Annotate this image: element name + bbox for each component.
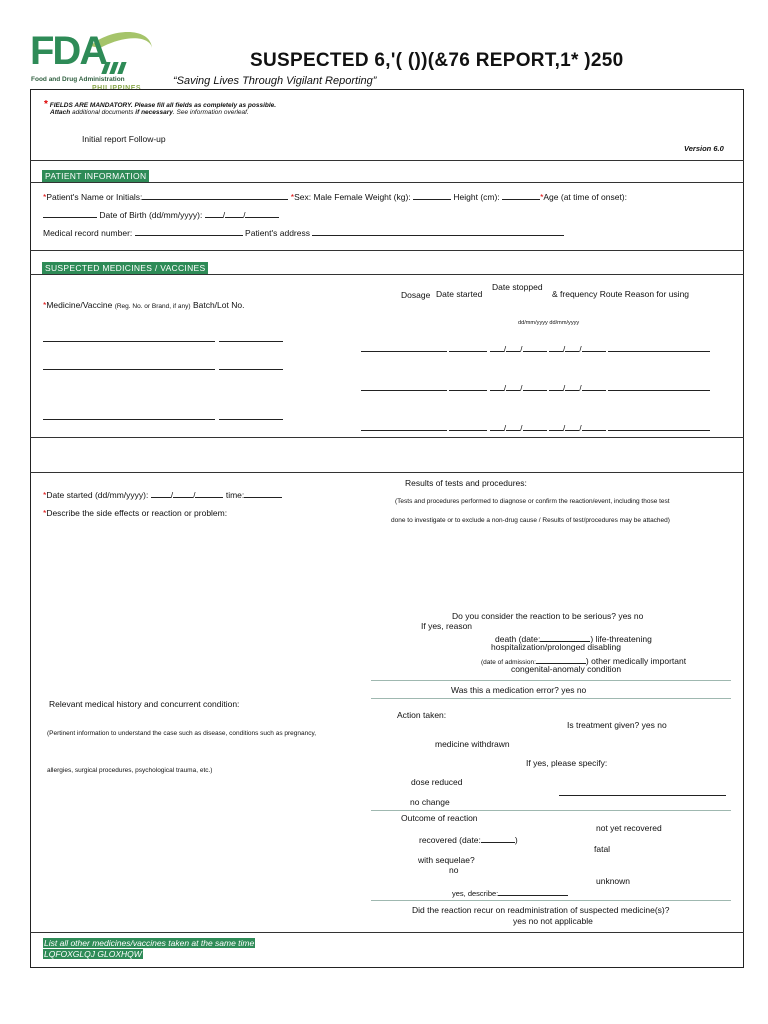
frequency-route-reason-header: & frequency Route Reason for using	[552, 289, 690, 299]
reason-field[interactable]	[608, 381, 710, 391]
results-area[interactable]	[385, 530, 731, 608]
results-note-1: (Tests and procedures performed to diagnose or confirm the reaction/event, including those test	[395, 498, 670, 505]
version-label: Version 6.0	[684, 144, 724, 153]
stop-date-field[interactable]	[549, 381, 563, 391]
dosage-field[interactable]	[361, 342, 447, 352]
describe-reaction-label: *Describe the side effects or reaction or problem:	[43, 508, 228, 518]
start-date-field[interactable]	[490, 381, 504, 391]
fatal-option[interactable]: fatal	[594, 844, 611, 854]
results-note-2: done to investigate or to exclude a non-drug cause / Results of test/procedures may be attached)	[391, 517, 670, 524]
admission-option[interactable]: (date of admission: ) other medically important	[481, 656, 687, 666]
history-label: Relevant medical history and concurrent condition:	[49, 699, 240, 709]
unknown-option[interactable]: unknown	[596, 876, 631, 886]
logo-subtitle: Food and Drug Administration	[31, 76, 125, 83]
patient-row-1: *Patient's Name or Initials: *Sex: Male Female Weight (kg): Height (cm): *Age (at time of onset):	[43, 192, 627, 202]
date-format-hint: dd/mm/yyyy dd/mm/yyyy	[518, 320, 580, 326]
date-started-header: Date started	[436, 289, 483, 299]
patient-address-field[interactable]	[312, 226, 564, 236]
patient-row-2: Date of Birth (dd/mm/yyyy): / /	[43, 208, 279, 220]
outcome-label: Outcome of reaction	[401, 813, 478, 823]
medicine-details-row: / / / /	[361, 421, 710, 433]
if-yes-specify-label: If yes, please specify:	[526, 758, 608, 768]
sequelae-no-option[interactable]: no	[449, 865, 459, 875]
recur-question[interactable]: Did the reaction recur on readministration of suspected medicine(s)?	[412, 905, 670, 915]
history-note-1: (Pertinent information to understand the case such as disease, conditions such as pregnancy,	[47, 730, 317, 737]
start-date-field[interactable]	[490, 421, 504, 431]
death-option[interactable]: death (date: ) life-threatening	[495, 634, 652, 644]
medication-error-question[interactable]: Was this a medication error? yes no	[451, 685, 587, 695]
stop-date-field[interactable]	[549, 342, 563, 352]
start-date-field[interactable]	[523, 381, 547, 391]
reaction-month-field[interactable]	[173, 488, 193, 498]
mandatory-notice: * FIELDS ARE MANDATORY. Please fill all fields as completely as possible.	[44, 99, 277, 110]
dose-reduced-option[interactable]: dose reduced	[411, 777, 463, 787]
not-recovered-option[interactable]: not yet recovered	[596, 823, 662, 833]
patient-row-3: Medical record number: Patient's address	[43, 226, 564, 238]
reason-field[interactable]	[608, 342, 710, 352]
attach-notice: Attach additional documents if necessary. See information overleaf.	[50, 109, 249, 116]
logo-text: FDA	[30, 29, 107, 73]
fda-logo	[30, 28, 158, 96]
treatment-question[interactable]: Is treatment given? yes no	[567, 720, 667, 730]
reaction-year-field[interactable]	[195, 488, 223, 498]
action-taken-label: Action taken:	[397, 710, 447, 720]
medical-record-field[interactable]	[135, 226, 243, 236]
batch-field[interactable]	[219, 419, 283, 420]
start-date-field[interactable]	[490, 342, 504, 352]
medicine-withdrawn-option[interactable]: medicine withdrawn	[435, 739, 510, 749]
stop-date-field[interactable]	[565, 421, 579, 431]
reason-field[interactable]	[608, 421, 710, 431]
batch-field[interactable]	[219, 341, 283, 342]
start-date-field[interactable]	[506, 421, 520, 431]
age-field[interactable]	[43, 208, 97, 218]
stop-date-field[interactable]	[549, 421, 563, 431]
frequency-field[interactable]	[449, 342, 487, 352]
medicines-section-title: SUSPECTED MEDICINES / VACCINES	[42, 258, 208, 276]
results-title: Results of tests and procedures:	[405, 478, 527, 488]
sequelae-label: with sequelae?	[418, 855, 475, 865]
date-stopped-header: Date stopped	[492, 282, 543, 292]
patient-section-title: PATIENT INFORMATION	[42, 166, 149, 184]
frequency-field[interactable]	[449, 421, 487, 431]
recur-options[interactable]: yes no not applicable	[513, 916, 593, 926]
other-medicines-title: List all other medicines/vaccines taken at the same time	[44, 938, 255, 948]
weight-field[interactable]	[413, 190, 451, 200]
stop-date-field[interactable]	[565, 381, 579, 391]
stop-date-field[interactable]	[582, 381, 606, 391]
medicine-field[interactable]	[43, 419, 215, 420]
report-title: SUSPECTED 6,'( ())(&76 REPORT,1* )250	[250, 50, 624, 71]
if-yes-reason: If yes, reason	[421, 621, 473, 631]
reaction-description-area[interactable]	[43, 522, 363, 690]
report-type-options[interactable]: Initial report Follow-up	[82, 134, 166, 144]
other-medicines-code: LQFOXGLQJ GLOXHQW	[44, 949, 142, 959]
start-date-field[interactable]	[523, 421, 547, 431]
congenital-option[interactable]: congenital-anomaly condition	[511, 664, 622, 674]
no-change-option[interactable]: no change	[410, 797, 450, 807]
start-date-field[interactable]	[506, 381, 520, 391]
medicine-details-row: / / / /	[361, 342, 710, 354]
reaction-day-field[interactable]	[151, 488, 171, 498]
logo-country: PHILIPPINES	[92, 85, 142, 92]
reaction-time-field[interactable]	[244, 488, 282, 498]
treatment-specify-field[interactable]	[559, 795, 726, 796]
dob-day-field[interactable]	[205, 208, 223, 218]
slogan: “Saving Lives Through Vigilant Reporting”	[173, 75, 377, 87]
sequelae-yes-option[interactable]: yes, describe:	[452, 886, 568, 898]
hospitalization-option[interactable]: hospitalization/prolonged disabling	[491, 642, 621, 652]
height-field[interactable]	[502, 190, 540, 200]
medicine-details-row: / / / /	[361, 381, 710, 393]
dob-year-field[interactable]	[245, 208, 279, 218]
stop-date-field[interactable]	[582, 342, 606, 352]
dosage-header: Dosage	[401, 290, 431, 300]
reaction-date-row: *Date started (dd/mm/yyyy): / / time:	[43, 488, 282, 500]
start-date-field[interactable]	[523, 342, 547, 352]
medicine-header: *Medicine/Vaccine (Reg. No. or Brand, if any) Batch/Lot No.	[43, 300, 245, 310]
dosage-field[interactable]	[361, 421, 447, 431]
dosage-field[interactable]	[361, 381, 447, 391]
history-note-2: allergies, surgical procedures, psychological trauma, etc.)	[47, 767, 213, 774]
serious-question[interactable]: Do you consider the reaction to be serious? yes no	[452, 611, 644, 621]
patient-name-field[interactable]	[142, 190, 288, 200]
medicine-field[interactable]	[43, 369, 215, 370]
medicine-field[interactable]	[43, 341, 215, 342]
recovered-option[interactable]: recovered (date: )	[419, 835, 518, 845]
stop-date-field[interactable]	[582, 421, 606, 431]
batch-field[interactable]	[219, 369, 283, 370]
stop-date-field[interactable]	[565, 342, 579, 352]
start-date-field[interactable]	[506, 342, 520, 352]
frequency-field[interactable]	[449, 381, 487, 391]
dob-month-field[interactable]	[225, 208, 243, 218]
